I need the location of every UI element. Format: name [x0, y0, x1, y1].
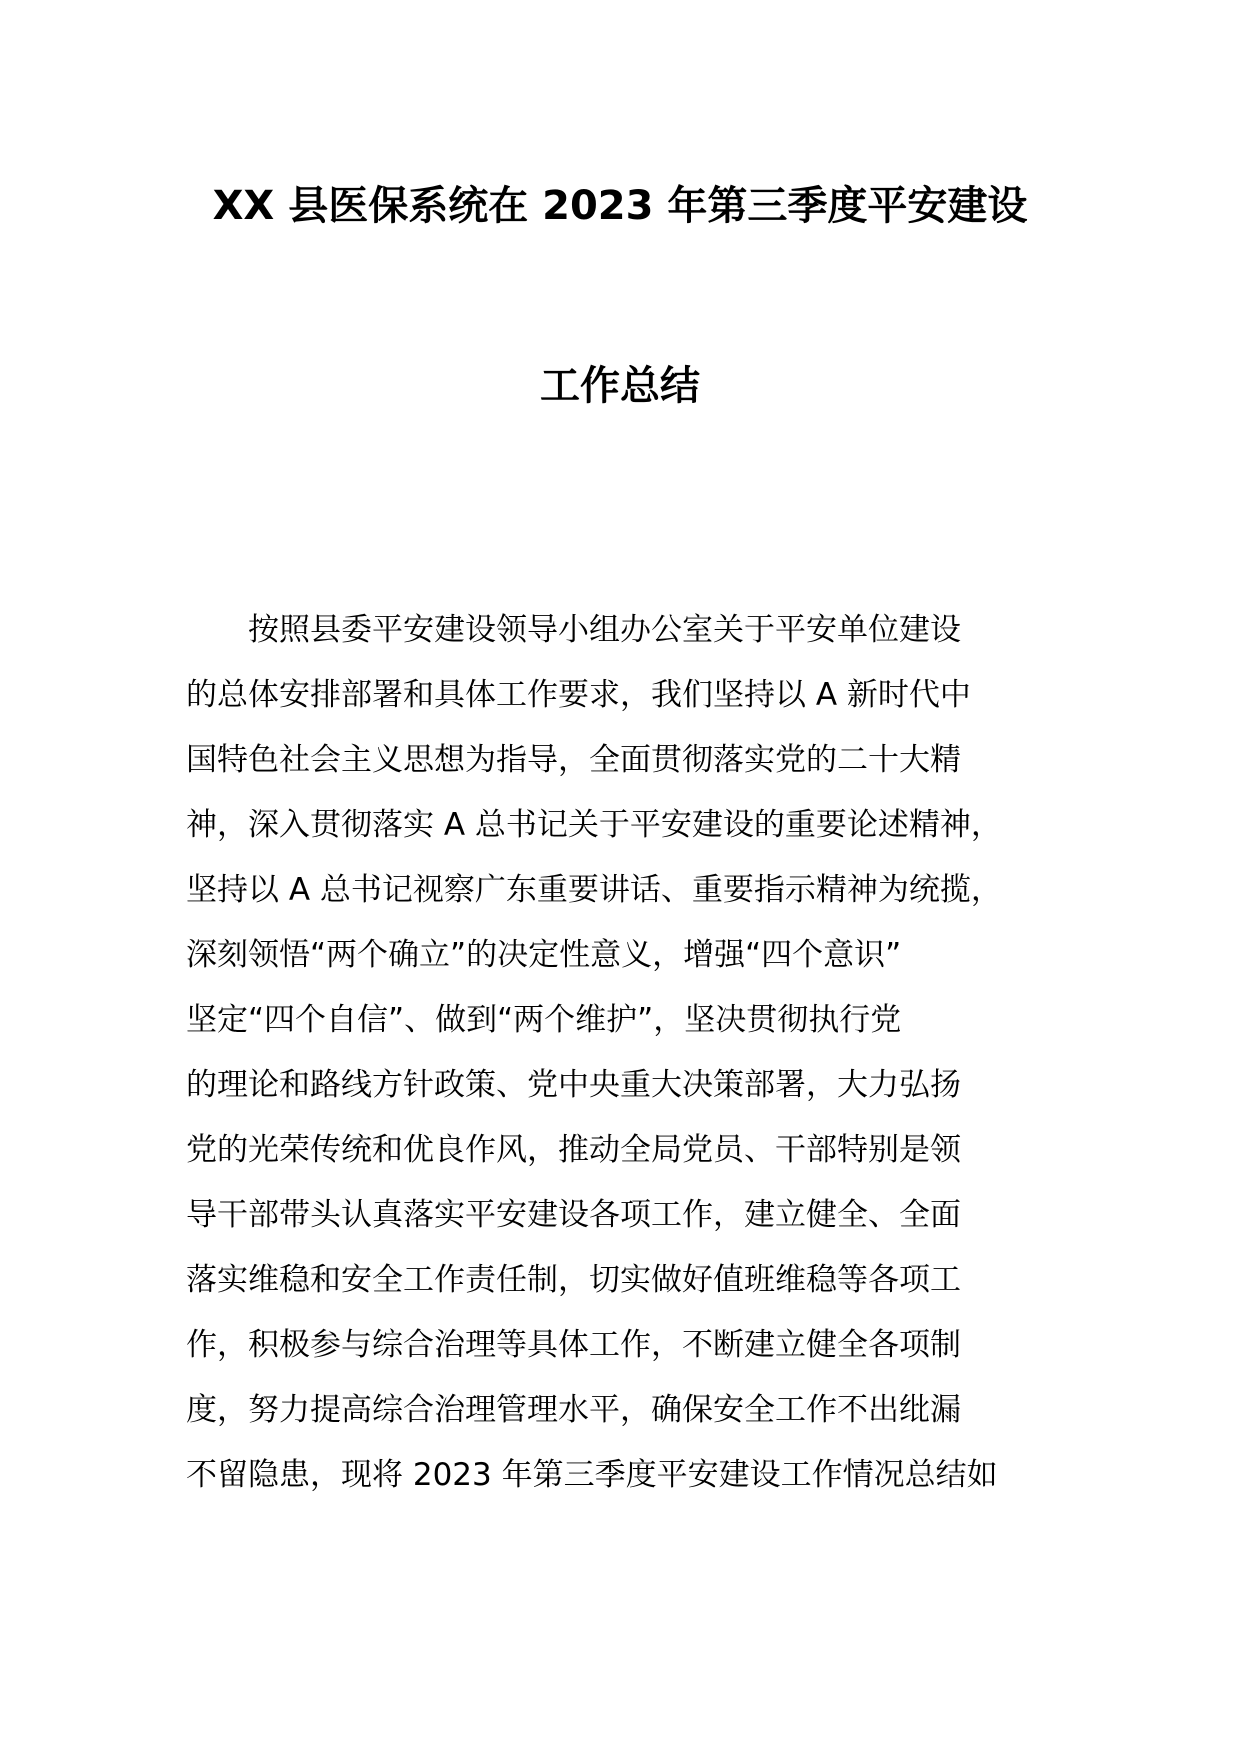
- body-line-4: 神，深入贯彻落实 A 总书记关于平安建设的重要论述精神，: [186, 807, 1002, 843]
- body-line-8: 的理论和路线方针政策、党中央重大决策部署，大力弘扬: [186, 1067, 961, 1103]
- body-line-11: 落实维稳和安全工作责任制，切实做好值班维稳等各项工: [186, 1262, 961, 1298]
- body-line-12: 作，积极参与综合治理等具体工作，不断建立健全各项制: [186, 1327, 961, 1363]
- body-line-9: 党的光荣传统和优良作风，推动全局党员、干部特别是领: [186, 1132, 961, 1168]
- body-line-6: 深刻领悟“两个确立”的决定性意义，增强“四个意识”: [186, 937, 902, 973]
- body-paragraph: [186, 598, 1066, 1508]
- document-title-line-1: XX 县医保系统在 2023 年第三季度平安建设: [212, 183, 1028, 229]
- body-line-10: 导干部带头认真落实平安建设各项工作，建立健全、全面: [186, 1197, 961, 1233]
- body-line-2: 的总体安排部署和具体工作要求，我们坚持以 A 新时代中: [186, 677, 971, 713]
- body-line-7: 坚定“四个自信”、做到“两个维护”，坚决贯彻执行党: [186, 1002, 902, 1038]
- body-line-3: 国特色社会主义思想为指导，全面贯彻落实党的二十大精: [186, 742, 961, 778]
- body-line-13: 度，努力提高综合治理管理水平，确保安全工作不出纰漏: [186, 1392, 961, 1428]
- body-line-14: 不留隐患，现将 2023 年第三季度平安建设工作情况总结如: [186, 1457, 998, 1493]
- document-title-line-2: 工作总结: [540, 363, 700, 409]
- body-line-1: 按照县委平安建设领导小组办公室关于平安单位建设: [186, 612, 961, 648]
- body-line-5: 坚持以 A 总书记视察广东重要讲话、重要指示精神为统揽，: [186, 872, 1002, 908]
